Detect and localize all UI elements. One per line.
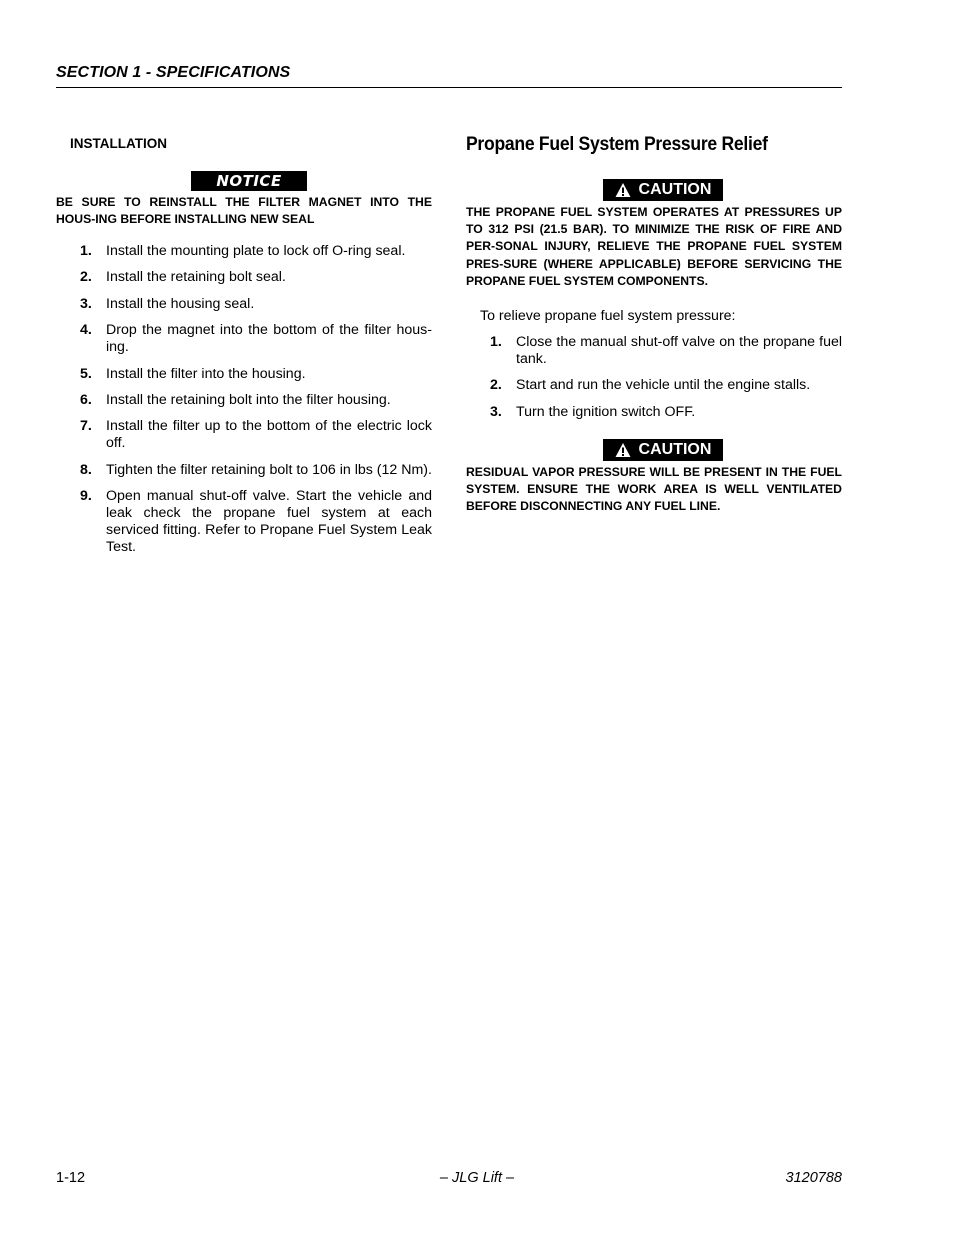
relief-intro: To relieve propane fuel system pressure: xyxy=(480,308,736,324)
doc-number: 3120788 xyxy=(785,1170,842,1186)
step-number: 1. xyxy=(80,243,92,259)
caution-text-1: THE PROPANE FUEL SYSTEM OPERATES AT PRESSURES UP TO 312 PSI (21.5 BAR). TO MINIMIZE THE RISK OF FIRE AND PER-SONAL INJURY, RELIEVE THE PROPANE FUEL SYSTEM PRES-SURE (WHERE APPLICABLE) BEFORE SERVICING THE PROPANE FUEL SYSTEM COMPONENTS. xyxy=(466,205,842,288)
step-item xyxy=(80,366,432,383)
step-item xyxy=(80,269,432,286)
step-text: Start and run the vehicle until the engine stalls. xyxy=(516,377,811,394)
step-text: Install the retaining bolt into the filter housing. xyxy=(106,391,391,408)
step-number: 1. xyxy=(490,334,502,350)
step-item xyxy=(490,404,842,421)
step-item xyxy=(80,418,432,452)
step-text: Install the mounting plate to lock off O-ring seal. xyxy=(106,243,406,259)
propane-relief-heading: Propane Fuel System Pressure Relief xyxy=(466,133,768,155)
step-item xyxy=(80,488,432,556)
step-number: 7. xyxy=(80,418,92,435)
notice-text: BE SURE TO REINSTALL THE FILTER MAGNET INTO THE HOUS-ING BEFORE INSTALLING NEW SEAL xyxy=(56,195,432,227)
caution-badge-2 xyxy=(603,439,723,461)
step-number: 2. xyxy=(80,269,92,286)
step-text: Tighten the filter retaining bolt to 106 in lbs (12 Nm). xyxy=(106,461,432,478)
step-item xyxy=(80,462,432,479)
footer-center: – JLG Lift – xyxy=(439,1170,515,1186)
step-number: 6. xyxy=(80,391,92,408)
caution-text-2: RESIDUAL VAPOR PRESSURE WILL BE PRESENT IN THE FUEL SYSTEM. ENSURE THE WORK AREA IS WELL VENTILATED BEFORE DISCONNECTING ANY FUEL LINE. xyxy=(466,465,842,514)
step-item xyxy=(490,377,842,394)
step-number: 5. xyxy=(80,365,92,382)
installation-heading: INSTALLATION xyxy=(70,136,167,151)
step-text: Install the housing seal. xyxy=(106,295,255,312)
installation-steps xyxy=(80,243,432,566)
step-number: 4. xyxy=(80,322,92,339)
step-text: Drop the magnet into the bottom of the filter hous-ing. xyxy=(106,322,432,356)
warning-triangle-icon xyxy=(615,182,631,198)
notice-badge: NOTICE xyxy=(191,171,307,191)
step-number: 2. xyxy=(490,377,502,394)
step-text: Install the retaining bolt seal. xyxy=(106,269,286,286)
step-item xyxy=(80,296,432,313)
step-text: Install the filter up to the bottom of the electric lock off. xyxy=(106,418,432,452)
page-number: 1-12 xyxy=(56,1170,86,1186)
section-title: SECTION 1 - SPECIFICATIONS xyxy=(56,64,291,81)
step-text: Open manual shut-off valve. Start the vehicle and leak check the propane fuel system at each serviced fitting. Refer to Propane Fuel System Leak Test. xyxy=(106,488,432,556)
step-item xyxy=(490,334,842,368)
step-number: 8. xyxy=(80,461,92,478)
relief-steps xyxy=(490,334,842,430)
caution-label: CAUTION xyxy=(638,441,712,458)
step-text: Close the manual shut-off valve on the propane fuel tank. xyxy=(516,334,842,367)
warning-triangle-icon xyxy=(615,442,631,458)
step-text: Install the filter into the housing. xyxy=(106,365,306,382)
step-item xyxy=(80,243,432,260)
step-text: Turn the ignition switch OFF. xyxy=(516,403,696,420)
step-number: 3. xyxy=(80,295,92,312)
caution-badge-1 xyxy=(603,179,723,201)
step-number: 9. xyxy=(80,488,92,505)
step-item xyxy=(80,392,432,409)
section-header xyxy=(56,64,842,88)
caution-label: CAUTION xyxy=(638,181,712,198)
step-number: 3. xyxy=(490,403,502,420)
step-item xyxy=(80,322,432,356)
